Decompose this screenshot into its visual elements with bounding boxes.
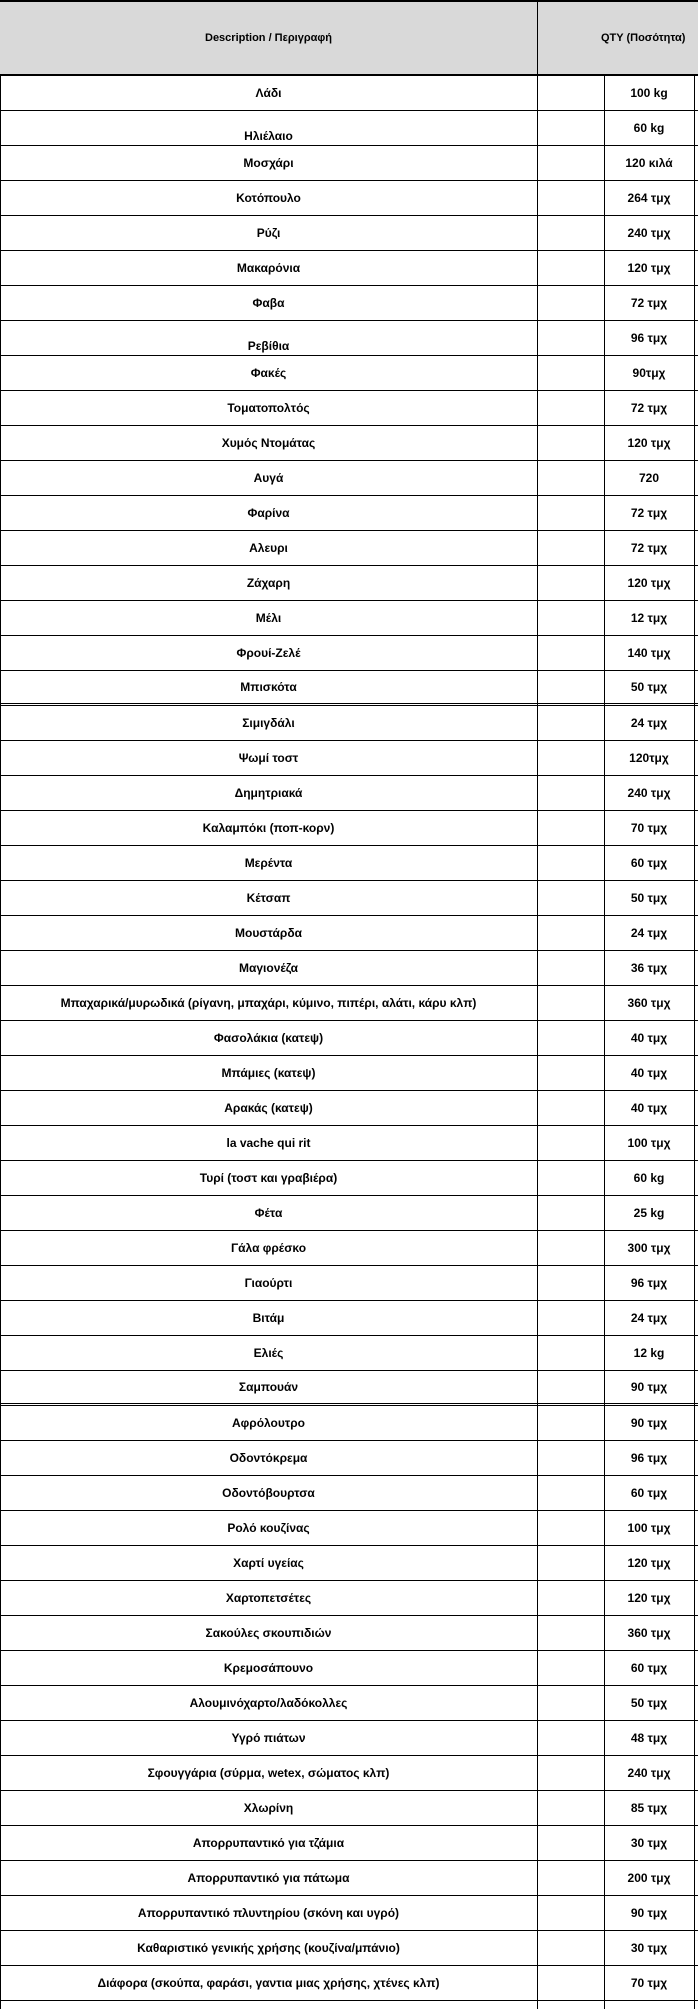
row-qty: 120 τμχ	[627, 1591, 671, 1605]
row-qty: 72 τμχ	[630, 541, 668, 555]
row-qty: 720	[638, 471, 660, 485]
row-qty: 96 τμχ	[630, 331, 668, 345]
row-description: Χαρτοπετσέτες	[225, 1591, 312, 1605]
row-description: Αυγά	[253, 471, 284, 485]
row-qty: 100 τμχ	[627, 1521, 671, 1535]
row-qty: 40 τμχ	[630, 1101, 668, 1115]
table-row	[0, 1441, 698, 1476]
row-description: Δημητριακά	[234, 786, 303, 800]
row-qty: 60 τμχ	[630, 1486, 668, 1500]
table-row	[0, 426, 698, 461]
row-qty: 96 τμχ	[630, 1451, 668, 1465]
row-description: Σφουγγάρια (σύρμα, wetex, σώματος κλπ)	[147, 1766, 390, 1780]
row-qty: 70 τμχ	[630, 821, 668, 835]
table-row	[0, 1266, 698, 1301]
table-row	[0, 1721, 698, 1756]
table-row	[0, 986, 698, 1021]
table-row	[0, 1581, 698, 1616]
row-qty: 50 τμχ	[630, 891, 668, 905]
row-description: Βιτάμ	[252, 1311, 285, 1325]
header-description: Description / Περιγραφή	[205, 32, 332, 44]
row-qty: 40 τμχ	[630, 1066, 668, 1080]
row-description: Οδοντόκρεμα	[229, 1451, 308, 1465]
row-qty: 25 kg	[633, 1206, 665, 1220]
row-description: Μερέντα	[244, 856, 293, 870]
row-qty: 120 τμχ	[627, 436, 671, 450]
row-description: Γιαούρτι	[244, 1276, 293, 1290]
table-row	[0, 391, 698, 426]
row-description: Αρακάς (κατεψ)	[224, 1101, 313, 1115]
table-row	[0, 181, 698, 216]
header-qty: QTY (Ποσότητα)	[601, 32, 686, 44]
table-row	[0, 216, 698, 251]
row-description: Κρεμοσάπουνο	[223, 1661, 314, 1675]
row-description: Μπισκότα	[240, 680, 297, 694]
row-description: Μέλι	[255, 611, 282, 625]
row-qty: 120 τμχ	[627, 1556, 671, 1570]
table-row	[0, 1966, 698, 2001]
table-row	[0, 76, 698, 111]
table-row	[0, 1056, 698, 1091]
table-row	[0, 1896, 698, 1931]
row-qty: 24 τμχ	[630, 926, 668, 940]
row-description: Χαρτί υγείας	[233, 1556, 304, 1570]
table-row	[0, 111, 698, 146]
row-qty: 100 τμχ	[627, 1136, 671, 1150]
row-description: Μπάμιες (κατεψ)	[221, 1066, 316, 1080]
table-row	[0, 496, 698, 531]
row-qty: 72 τμχ	[630, 506, 668, 520]
row-qty: 60 kg	[633, 121, 665, 135]
row-qty: 200 τμχ	[627, 1871, 671, 1885]
table-row	[0, 1791, 698, 1826]
table-row	[0, 1476, 698, 1511]
row-description: Μοσχάρι	[243, 156, 294, 170]
row-description: Διάφορα (σκούπα, φαράσι, γαντια μιας χρήσης, χτένες κλπ)	[97, 1976, 440, 1990]
row-description: Ζάχαρη	[246, 576, 291, 590]
row-qty: 24 τμχ	[630, 716, 668, 730]
row-qty: 85 τμχ	[630, 1801, 668, 1815]
row-description: Ηλιέλαιο	[244, 129, 293, 143]
column-divider	[694, 76, 695, 2009]
table-row	[0, 811, 698, 846]
row-qty: 48 τμχ	[630, 1731, 668, 1745]
row-description: Φασολάκια (κατεψ)	[213, 1031, 324, 1045]
row-description: Χυμός Ντομάτας	[221, 436, 316, 450]
row-description: Τυρί (τοστ και γραβιέρα)	[199, 1171, 338, 1185]
row-qty: 240 τμχ	[627, 786, 671, 800]
row-qty: 60 kg	[633, 1171, 665, 1185]
table-row	[0, 1196, 698, 1231]
row-description: Φαβα	[252, 296, 285, 310]
row-qty: 36 τμχ	[630, 961, 668, 975]
table-row	[0, 776, 698, 811]
row-description: Ρύζι	[256, 226, 281, 240]
row-qty: 12 kg	[633, 1346, 665, 1360]
row-description: Μπαχαρικά/μυρωδικά (ρίγανη, μπαχάρι, κύμινο, πιπέρι, αλάτι, κάρυ κλπ)	[60, 996, 477, 1010]
table-row	[0, 356, 698, 391]
row-qty: 40 τμχ	[630, 1031, 668, 1045]
row-qty: 240 τμχ	[627, 226, 671, 240]
row-qty: 24 τμχ	[630, 1311, 668, 1325]
row-qty: 264 τμχ	[627, 191, 671, 205]
row-description: Σακούλες σκουπιδιών	[205, 1626, 332, 1640]
row-description: Φαρίνα	[247, 506, 290, 520]
table-row	[0, 846, 698, 881]
table-row	[0, 1021, 698, 1056]
table-row	[0, 671, 698, 706]
table-row	[0, 601, 698, 636]
row-description: Σαμπουάν	[238, 1380, 299, 1394]
row-description: Σιμιγδάλι	[242, 716, 295, 730]
row-qty: 96 τμχ	[630, 1276, 668, 1290]
row-qty: 140 τμχ	[627, 646, 671, 660]
row-qty: 120 τμχ	[627, 261, 671, 275]
row-description: Καλαμπόκι (ποπ-κορν)	[202, 821, 335, 835]
table-row	[0, 1616, 698, 1651]
row-description: Λάδι	[255, 86, 282, 100]
row-description: Οδοντόβουρτσα	[222, 1486, 315, 1500]
table-row	[0, 636, 698, 671]
row-description: Υγρό πιάτων	[231, 1731, 306, 1745]
row-qty: 360 τμχ	[627, 996, 671, 1010]
table-row	[0, 1231, 698, 1266]
row-description: la vache qui rit	[226, 1136, 311, 1150]
table-row	[0, 1511, 698, 1546]
row-description: Ρεβίθια	[247, 339, 290, 353]
table-row	[0, 146, 698, 181]
row-qty: 360 τμχ	[627, 1626, 671, 1640]
table-row	[0, 321, 698, 356]
row-description: Γάλα φρέσκο	[230, 1241, 307, 1255]
table-row	[0, 1756, 698, 1791]
row-qty: 120τμχ	[629, 751, 669, 765]
row-qty: 60 τμχ	[630, 1661, 668, 1675]
row-description: Τοματοπολτός	[227, 401, 310, 415]
table-row	[0, 566, 698, 601]
table-row	[0, 741, 698, 776]
row-qty: 72 τμχ	[630, 296, 668, 310]
table-row	[0, 1651, 698, 1686]
row-description: Απορρυπαντικό για τζάμια	[192, 1836, 345, 1850]
table-row	[0, 951, 698, 986]
table-row	[0, 1686, 698, 1721]
row-description: Φέτα	[254, 1206, 283, 1220]
row-qty: 100 kg	[630, 86, 668, 100]
row-description: Ελιές	[253, 1346, 284, 1360]
row-description: Μαγιονέζα	[238, 961, 299, 975]
row-description: Αφρόλουτρο	[232, 1416, 305, 1430]
column-divider	[537, 76, 538, 2009]
table-row	[0, 1301, 698, 1336]
row-description: Φακές	[250, 366, 287, 380]
table-row	[0, 1336, 698, 1371]
table-row	[0, 881, 698, 916]
table-header	[0, 0, 698, 76]
table-row	[0, 706, 698, 741]
row-description: Απορρυπαντικό για πάτωμα	[187, 1871, 350, 1885]
row-description: Κέτσαπ	[246, 891, 291, 905]
row-description: Αλευρι	[249, 541, 288, 555]
table-row	[0, 1826, 698, 1861]
table-row	[0, 1931, 698, 1966]
row-description: Ψωμί τοστ	[238, 751, 299, 765]
row-qty: 120 κιλά	[625, 156, 673, 170]
row-qty: 120 τμχ	[627, 576, 671, 590]
table-row	[0, 1371, 698, 1406]
row-description: Μακαρόνια	[236, 261, 301, 275]
column-divider	[604, 76, 605, 2009]
row-qty: 70 τμχ	[630, 1976, 668, 1990]
table-row	[0, 1861, 698, 1896]
row-qty: 90 τμχ	[630, 1906, 668, 1920]
table-row	[0, 1126, 698, 1161]
row-qty: 90 τμχ	[630, 1416, 668, 1430]
row-description: Κοτόπουλο	[236, 191, 301, 205]
row-qty: 50 τμχ	[630, 680, 668, 694]
row-qty: 50 τμχ	[630, 1696, 668, 1710]
table-row	[0, 461, 698, 496]
table-row	[0, 916, 698, 951]
row-qty: 30 τμχ	[630, 1941, 668, 1955]
row-qty: 90τμχ	[632, 366, 666, 380]
table-row	[0, 251, 698, 286]
row-qty: 300 τμχ	[627, 1241, 671, 1255]
row-description: Μουστάρδα	[235, 926, 302, 940]
table-row	[0, 286, 698, 321]
table-row	[0, 1546, 698, 1581]
table-row	[0, 1406, 698, 1441]
row-description: Φρουί-Ζελέ	[236, 646, 301, 660]
row-description: Χλωρίνη	[243, 1801, 294, 1815]
row-description: Ρολό κουζίνας	[227, 1521, 310, 1535]
row-description: Καθαριστικό γενικής χρήσης (κουζίνα/μπάνιο)	[137, 1941, 400, 1955]
row-qty: 72 τμχ	[630, 401, 668, 415]
row-description: Απορρυπαντικό πλυντηρίου (σκόνη και υγρό)	[137, 1906, 400, 1920]
row-description: Αλουμινόχαρτο/λαδόκολλες	[189, 1696, 348, 1710]
row-qty: 90 τμχ	[630, 1380, 668, 1394]
row-qty: 60 τμχ	[630, 856, 668, 870]
table-row	[0, 1091, 698, 1126]
row-qty: 12 τμχ	[630, 611, 668, 625]
row-qty: 240 τμχ	[627, 1766, 671, 1780]
table-row	[0, 1161, 698, 1196]
row-qty: 30 τμχ	[630, 1836, 668, 1850]
table-row	[0, 531, 698, 566]
